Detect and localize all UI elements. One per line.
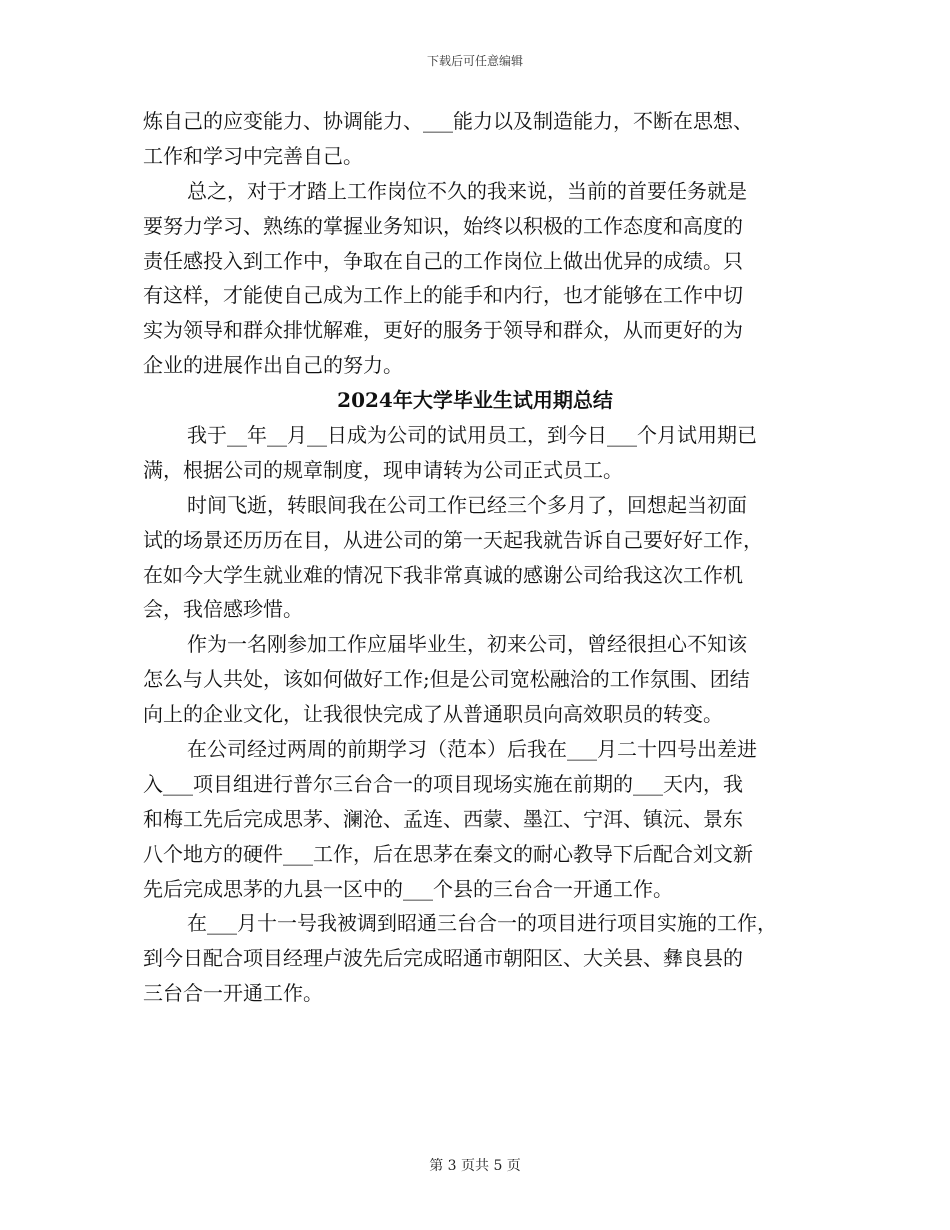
text-line: 在如今大学生就业难的情况下我非常真诚的感谢公司给我这次工作机 (143, 562, 743, 587)
text-line: 时间飞逝，转眼间我在公司工作已经三个多月了，回想起当初面 (187, 492, 747, 517)
text-line: 实为领导和群众排忧解难，更好的服务于领导和群众，从而更好的为 (143, 318, 743, 343)
text-line: 作为一名刚参加工作应届毕业生，初来公司，曾经很担心不知该 (187, 632, 747, 657)
text-line: 有这样，才能使自己成为工作上的能手和内行，也才能够在工作中切 (143, 283, 743, 308)
text-line: 八个地方的硬件___工作，后在思茅在秦文的耐心教导下后配合刘文新 (143, 841, 753, 866)
page-header: 下载后可任意编辑 (426, 54, 523, 68)
text-line: 要努力学习、熟练的掌握业务知识，始终以积极的工作态度和高度的 (143, 213, 743, 238)
text-line: 工作和学习中完善自己。 (143, 143, 363, 168)
document-body (143, 104, 807, 1011)
text-line: 先后完成思茅的九县一区中的___个县的三台合一开通工作。 (143, 876, 673, 901)
text-line: 在公司经过两周的前期学习（范本）后我在___月二十四号出差进 (187, 737, 757, 762)
text-line: 满，根据公司的规章制度，现申请转为公司正式员工。 (143, 457, 623, 482)
page-footer: 第 3 页共 5 页 (429, 1158, 521, 1174)
text-line: 到今日配合项目经理卢波先后完成昭通市朝阳区、大关县、彝良县的 (143, 946, 743, 971)
text-line: 我于__年__月__日成为公司的试用员工，到今日___个月试用期已 (187, 423, 757, 448)
text-line: 在___月十一号我被调到昭通三台合一的项目进行项目实施的工作， (187, 911, 777, 936)
text-line: 炼自己的应变能力、协调能力、___能力以及制造能力，不断在思想、 (143, 109, 753, 133)
text-line: 怎么与人共处，该如何做好工作;但是公司宽松融洽的工作氛围、团结 (143, 667, 750, 692)
text-line: 入___项目组进行普尔三台合一的项目现场实施在前期的___天内，我 (143, 771, 743, 796)
text-line: 责任感投入到工作中，争取在自己的工作岗位上做出优异的成绩。只 (143, 248, 743, 273)
text-line: 会，我倍感珍惜。 (143, 597, 303, 622)
text-line: 试的场景还历历在目，从进公司的第一天起我就告诉自己要好好工作， (143, 527, 763, 552)
text-line: 和梅工先后完成思茅、澜沧、孟连、西蒙、墨江、宁洱、镇沅、景东 (143, 806, 743, 831)
section-title: 2024年大学毕业生试用期总结 (337, 388, 613, 413)
text-line: 企业的进展作出自己的努力。 (143, 353, 403, 378)
text-line: 三台合一开通工作。 (143, 981, 323, 1006)
text-line: 总之，对于才踏上工作岗位不久的我来说，当前的首要任务就是 (187, 178, 747, 203)
text-line: 向上的企业文化，让我很快完成了从普通职员向高效职员的转变。 (143, 702, 723, 727)
